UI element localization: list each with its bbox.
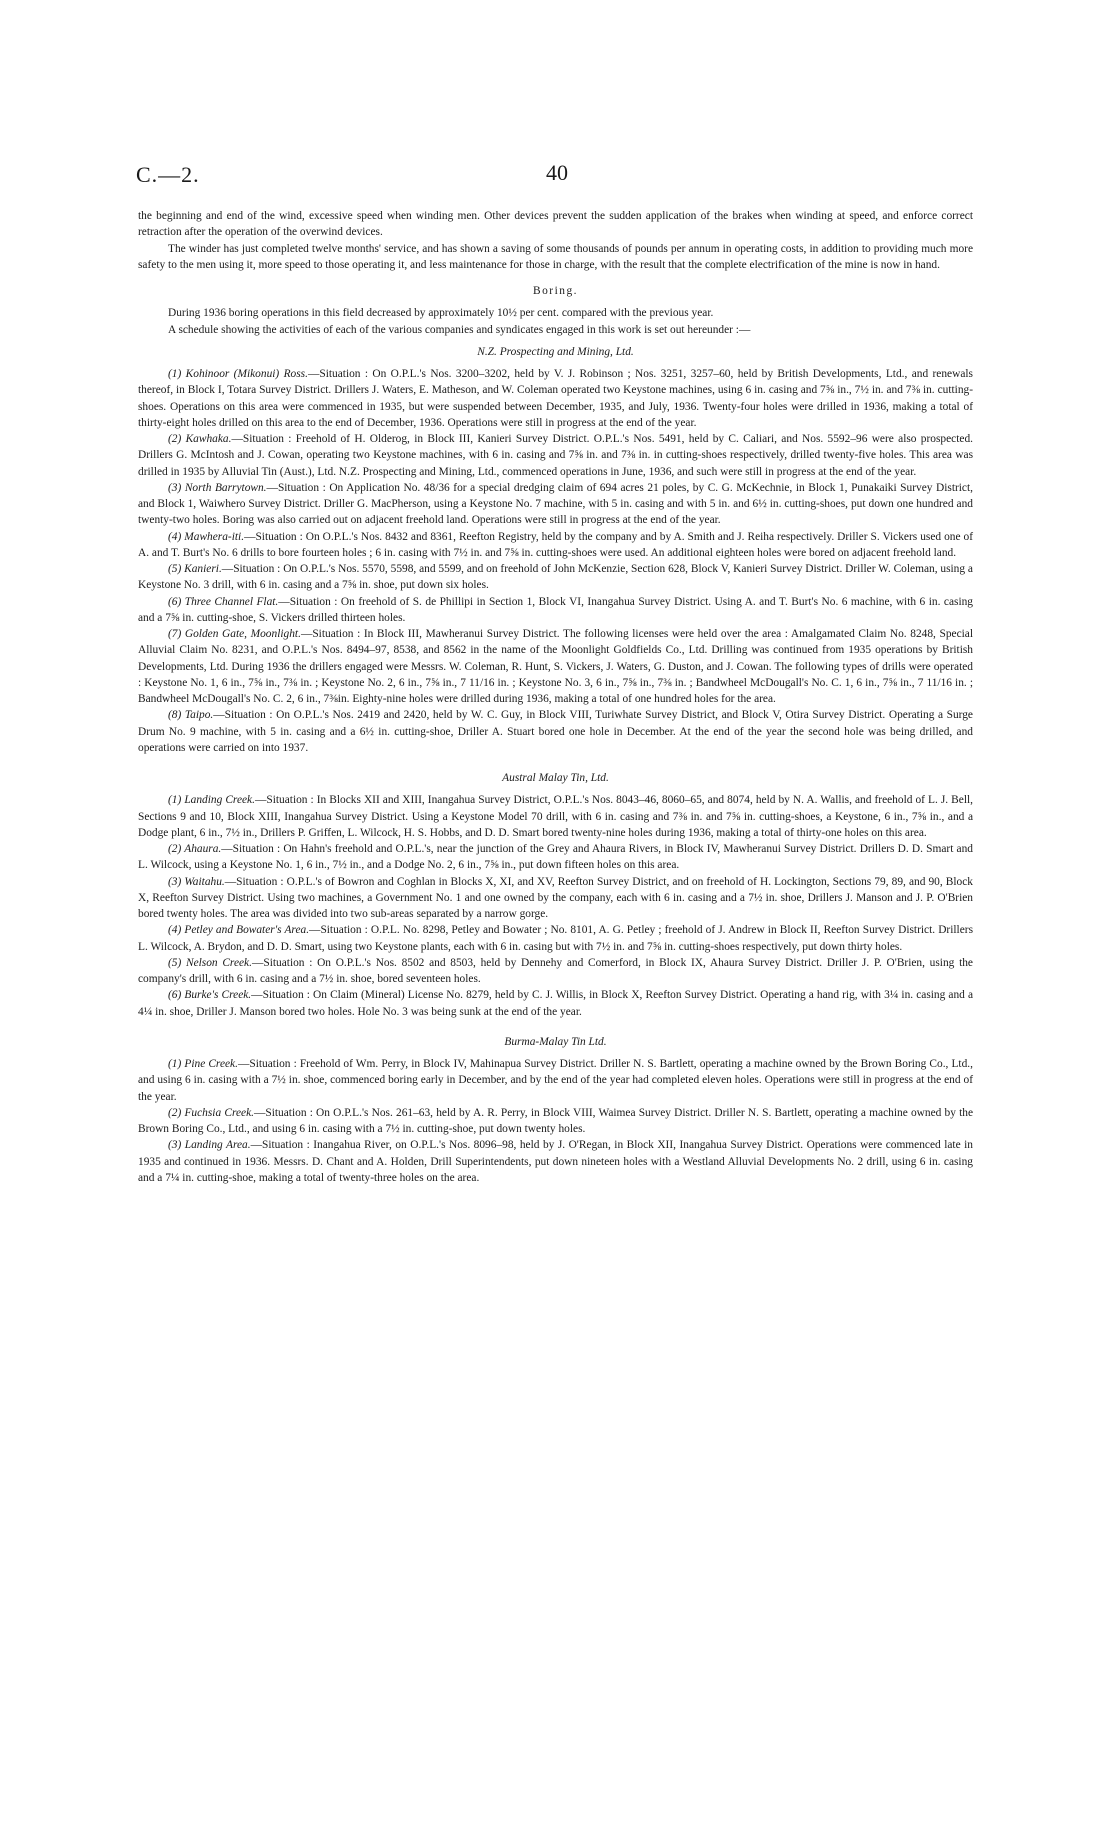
- item-title: (6) Burke's Creek.: [168, 989, 252, 1002]
- item-text: —Situation : On O.P.L.'s Nos. 3200–3202, held by V. J. Robinson ; Nos. 3251, 3257–60, held by British Developments, Ltd., and renewals thereof, in Block I, Totara Survey District. Drillers J. Waters, E. Matheson, and W. Coleman operated two Keystone machines, using 6 in. casing and 7⅝ in., 7½ in. and 7⅜ in. cutting-shoes. Operations on this area were commenced in 1935, but were suspended between December, 1935, and July, 1936. Twenty-four holes were drilled in 1936, making a total of thirty-eight holes drilled on this area to the end of December, 1936. Operations were still in progress at the end of the year.: [138, 368, 973, 429]
- paragraph: The winder has just completed twelve months' service, and has shown a saving of some thousands of pounds per annum in operating costs, in addition to providing much more safety to the men using it, more speed to those operating it, and less maintenance for those in charge, with the result that the complete electrification of the mine is now in hand.: [138, 242, 973, 271]
- paragraph: the beginning and end of the wind, excessive speed when winding men. Other devices prevent the sudden application of the brakes when winding at speed, and enforce correct retraction after the operation of the overwind devices.: [138, 210, 973, 239]
- list-item: [138, 480, 973, 529]
- item-text: —Situation : Freehold of Wm. Perry, in Block IV, Mahinapua Survey District. Driller N. S. Bartlett, operating a machine owned by the Brown Boring Co., Ltd., and using 6 in. casing with a 7½ in. shoe, commenced boring early in December, and by the end of the year had completed eleven holes. Operations were still in progress at the end of the year.: [138, 1058, 973, 1103]
- list-item: [138, 626, 973, 707]
- item-text: —Situation : Inangahua River, on O.P.L.'s Nos. 8096–98, held by J. O'Regan, in Block XII, Inangahua Survey District. Operations were commenced late in 1935 and continued in 1936. Messrs. D. Chant and A. Holden, Drill Superintendents, put down nineteen holes with a Westland Alluvial Developments No. 2 drill, using 6 in. casing and a 7¼ in. cutting-shoe, making a total of twenty-three holes on the area.: [138, 1139, 973, 1184]
- company-heading: Burma-Malay Tin Ltd.: [504, 1035, 607, 1048]
- item-title: (4) Petley and Bowater's Area.: [168, 924, 310, 937]
- austral-item-list: [138, 792, 973, 1020]
- item-text: —Situation : On Application No. 48/36 for a special dredging claim of 694 acres 21 poles, by C. G. McKechnie, in Block 1, Punakaiki Survey District, and Block 1, Waiwhero Survey District. Driller G. MacPherson, using a Keystone No. 7 machine, with 5 in. casing and with 5 in. and 6½ in. cutting-shoes, put down one hundred and twenty-two holes. Boring was also carried out on adjacent freehold land. Operations were still in progress at the end of the year.: [138, 481, 974, 527]
- item-title: (7) Golden Gate, Moonlight.: [168, 628, 301, 640]
- page-number: 40: [546, 160, 568, 185]
- item-title: (2) Fuchsia Creek.: [168, 1106, 254, 1119]
- list-item: [138, 561, 973, 594]
- item-text: —Situation : In Blocks XII and XIII, Inangahua Survey District, O.P.L.'s Nos. 8043–46, 8060–65, and 8074, held by N. A. Wallis, and freehold of L. J. Bell, Sections 9 and 10, Block XIII, Inangahua Survey District. Using a Keystone Model 70 drill, with 6 in. casing and 7⅜ in. and 7⅝ in. cutting-shoes, a Keystone, 6 in., 7⅝ in., and a Dodge plant, 6 in., 7½ in., Drillers P. Griffen, L. Wilcock, H. S. Hobbs, and D. D. Smart bored twenty-nine holes during 1936, making a total of thirty-one holes on this area.: [138, 794, 973, 839]
- list-item: [138, 1137, 973, 1186]
- item-title: (4) Mawhera-iti.: [168, 530, 245, 543]
- item-title: (8) Taipo.: [168, 709, 214, 722]
- company-heading: Austral Malay Tin, Ltd.: [502, 772, 609, 784]
- list-item: [138, 366, 973, 431]
- item-title: (2) Ahaura.: [168, 843, 222, 855]
- list-item: [138, 955, 973, 988]
- list-item: [138, 1056, 973, 1105]
- paragraph: During 1936 boring operations in this field decreased by approximately 10½ per cent. compared with the previous year.: [168, 307, 714, 320]
- item-text: —Situation : On O.P.L.'s Nos. 8432 and 8361, Reefton Registry, held by the company and by A. Smith and J. Reiha respectively. Driller S. Vickers used one of A. and T. Burt's No. 6 drills to bore fourteen holes ; 6 in. casing with 7½ in. and 7⅝ in. cutting-shoes were used. An additional eighteen holes were bored on adjacent freehold land.: [138, 530, 973, 559]
- page-body: [138, 208, 973, 1186]
- nz-item-list: [138, 366, 973, 756]
- item-title: (1) Kohinoor (Mikonui) Ross.: [168, 368, 308, 380]
- item-text: —Situation : On Claim (Mineral) License No. 8279, held by C. J. Willis, in Block X, Reefton Survey District. Operating a hand rig, with 3¼ in. casing and a 4¼ in. shoe, Driller J. Manson bored two holes. Hole No. 3 was being sunk at the end of the year.: [138, 989, 973, 1018]
- item-text: —Situation : Freehold of H. Olderog, in Block III, Kanieri Survey District. O.P.L.'s Nos. 5491, held by C. Caliari, and Nos. 5592–96 were also prospected. Drillers G. McIntosh and J. Cowan, operating two Keystone machines, with 6 in. casing and 7⅝ in. and 7⅜ in. in cutting-shoes respectively, drilled twenty-five holes. This area was drilled in 1935 by Alluvial Tin (Aust.), Ltd. N.Z. Prospecting and Mining, Ltd., commenced operations in June, 1936, and such were still in progress at the end of the year.: [138, 433, 973, 478]
- burma-item-list: [138, 1056, 973, 1186]
- item-text: —Situation : On O.P.L.'s Nos. 5570, 5598, and 5599, and on freehold of John McKenzie, Section 628, Block V, Kanieri Survey District. Driller W. Coleman, using a Keystone No. 3 drill, with 6 in. casing and a 7⅝ in. shoe, put down six holes.: [138, 563, 973, 592]
- item-text: —Situation : O.P.L.'s of Bowron and Coghlan in Blocks X, XI, and XV, Reefton Survey District, and on freehold of H. Lockington, Sections 79, 89, and 90, Block X, Reefton Survey District. Using two machines, a Government No. 1 and one owned by the company, each with 6 in. casing and a 7½ in. shoe, Drillers J. Manson and J. P. O'Brien bored twenty holes. The area was divided into two sub-areas separated by a narrow gorge.: [138, 875, 974, 920]
- document-reference: C.—2.: [136, 162, 200, 187]
- list-item: [138, 594, 973, 627]
- list-item: [138, 529, 973, 562]
- list-item: [138, 874, 973, 923]
- item-text: —Situation : O.P.L. No. 8298, Petley and Bowater ; No. 8101, A. G. Petley ; freehold of J. Andrew in Block II, Reefton Survey District. Drillers L. Wilcock, A. Brydon, and D. D. Smart, using two Keystone plants, each with 6 in. casing but with 7½ in. and 7⅝ in. cutting-shoes respectively, put down thirty holes.: [138, 924, 974, 953]
- item-text: —Situation : On Hahn's freehold and O.P.L.'s, near the junction of the Grey and Ahaura Rivers, in Block IV, Mawheranui Survey District. Drillers D. D. Smart and L. Wilcock, using a Keystone No. 1, 6 in., 7½ in., and a Dodge No. 2, 6 in., 7⅝ in., put down fifteen holes on this area.: [138, 843, 973, 872]
- item-title: (1) Landing Creek.: [168, 794, 255, 807]
- list-item: [138, 922, 973, 955]
- item-text: —Situation : On O.P.L.'s Nos. 8502 and 8503, held by Dennehy and Comerford, in Block IX, Ahaura Survey District. Driller J. P. O'Brien, using the company's drill, with 6 in. casing and a 7½ in. shoe, bored seventeen holes.: [138, 956, 973, 985]
- item-title: (3) Landing Area.: [168, 1139, 251, 1152]
- item-text: —Situation : On O.P.L.'s Nos. 261–63, held by A. R. Perry, in Block VIII, Waimea Survey District. Driller N. S. Bartlett, operating a machine owned by the Brown Boring Co., Ltd., and using 6 in. casing with a 7½ in. cutting-shoe, put down twenty holes.: [138, 1106, 973, 1135]
- item-title: (3) North Barrytown.: [168, 481, 267, 494]
- list-item: [138, 1105, 973, 1138]
- item-title: (2) Kawhaka.: [168, 433, 232, 445]
- item-title: (6) Three Channel Flat.: [168, 595, 279, 608]
- paragraph: A schedule showing the activities of each of the various companies and syndicates engaged in this work is set out hereunder :—: [168, 323, 751, 336]
- list-item: [138, 987, 973, 1020]
- item-title: (5) Kanieri.: [168, 563, 222, 575]
- item-title: (1) Pine Creek.: [168, 1058, 238, 1070]
- list-item: [138, 841, 973, 874]
- list-item: [138, 792, 973, 841]
- list-item: [138, 707, 973, 756]
- item-text: —Situation : On O.P.L.'s Nos. 2419 and 2420, held by W. C. Guy, in Block VIII, Turiwhate Survey District, and Block V, Otira Survey District. Operating a Surge Drum No. 9 machine, with 5 in. casing and a 6½ in. cutting-shoe, Driller A. Stuart bored one hole in December. At the end of the year the second hole was being drilled, and operations were carried on into 1937.: [138, 709, 973, 754]
- item-text: —Situation : In Block III, Mawheranui Survey District. The following licenses were held over the area : Amalgamated Claim No. 8248, Special Alluvial Claim No. 8231, and O.P.L.'s Nos. 8494–97, 8538, and 8562 in the name of the Moonlight Goldfields Co., Ltd. Drilling was continued from 1935 operations by British Developments, Ltd. During 1936 the drillers engaged were Messrs. W. Coleman, R. Hunt, S. Vickers, J. Waters, G. Duston, and J. Cowan. The following types of drills were operated : Keystone No. 1, 6 in., 7⅝ in., 7⅜ in. ; Keystone No. 2, 6 in., 7⅝ in., 7 11/16 in. ; Keystone No. 3, 6 in., 7⅝ in., 7⅜ in. ; Bandwheel McDougall's No. C. 1, 6 in., 7⅝ in., 7 11/16 in. ; Bandwheel McDougall's No. C. 2, 6 in., 7⅜in. Eighty-nine holes were drilled during 1936, making a total of one hundred holes for the area.: [138, 628, 974, 705]
- item-title: (5) Nelson Creek.: [168, 956, 252, 969]
- company-heading: N.Z. Prospecting and Mining, Ltd.: [477, 345, 634, 358]
- item-title: (3) Waitahu.: [168, 875, 225, 888]
- item-text: —Situation : On freehold of S. de Phillipi in Section 1, Block VI, Inangahua Survey District. Using A. and T. Burt's No. 6 machine, with 6 in. casing and a 7⅝ in. cutting-shoe, S. Vickers drilled thirteen holes.: [138, 595, 974, 624]
- section-heading-boring: Boring.: [533, 285, 578, 297]
- list-item: [138, 431, 973, 480]
